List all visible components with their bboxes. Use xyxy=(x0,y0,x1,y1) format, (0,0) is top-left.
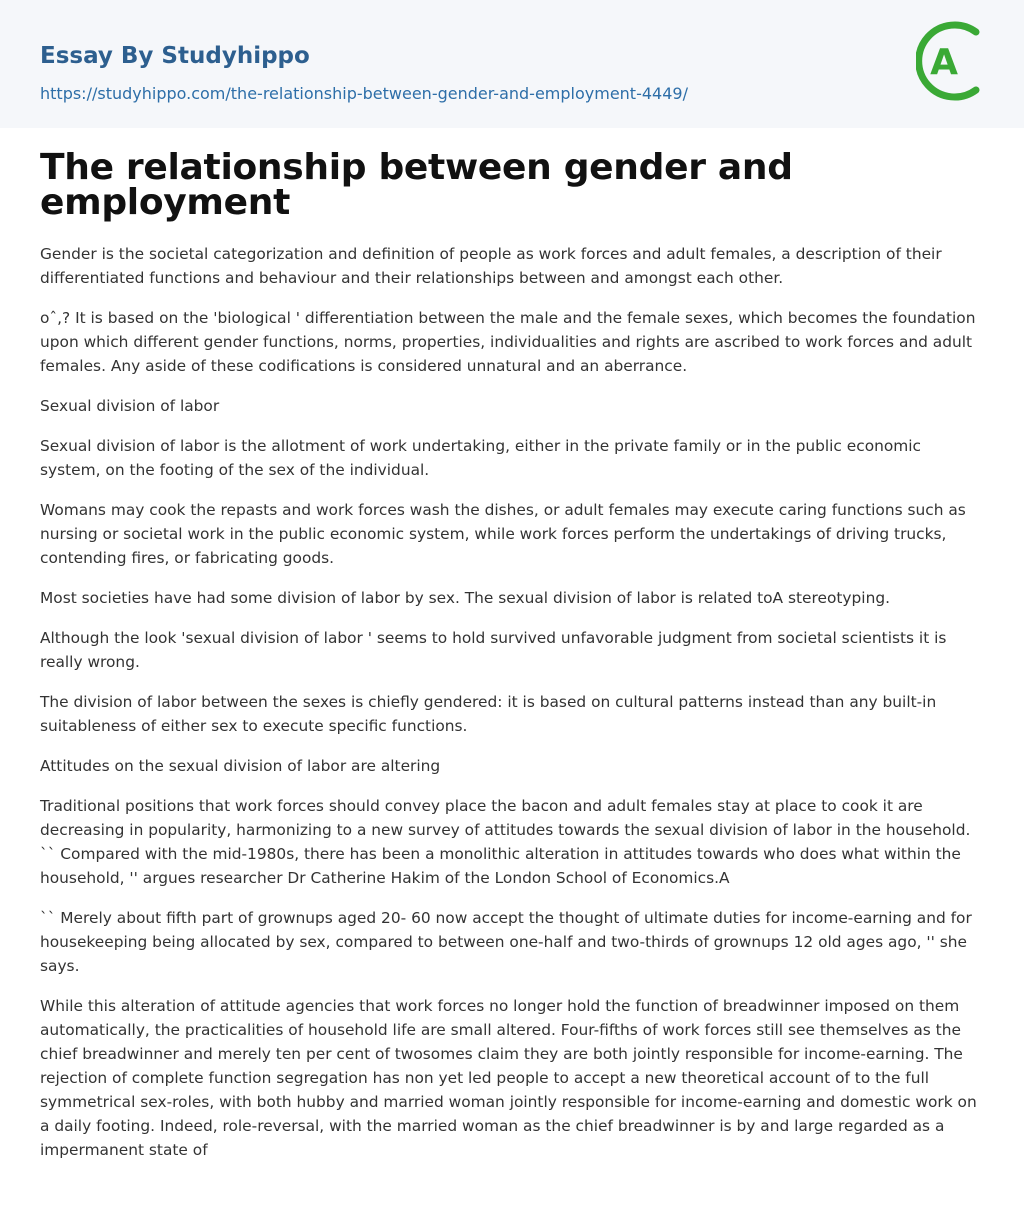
studyhippo-logo-icon[interactable] xyxy=(916,18,986,104)
page-url-link[interactable]: https://studyhippo.com/the-relationship-between-gender-and-employment-4449/ xyxy=(40,84,688,103)
section-heading: Sexual division of labor xyxy=(40,397,220,415)
logo-letter: A xyxy=(930,42,958,83)
site-header xyxy=(0,0,1024,128)
paragraph: Womans may cook the repasts and work forces wash the dishes, or adult females may execute caring functions such as nursing or societal work in the public economic system, while work forces perform the undertakings of driving trucks, contending fires, or fabricating goods. xyxy=(40,501,966,567)
paragraph: Although the look 'sexual division of labor ' seems to hold survived unfavorable judgment from societal scientists it is really wrong. xyxy=(40,629,947,671)
paragraph: `` Merely about fifth part of grownups aged 20- 60 now accept the thought of ultimate duties for income-earning and for housekeeping being allocated by sex, compared to between one-half and two-thirds of grownups 12 old ages ago, '' she says. xyxy=(40,909,972,975)
paragraph: Most societies have had some division of labor by sex. The sexual division of labor is related toA stereotyping. xyxy=(40,589,890,607)
paragraph: While this alteration of attitude agencies that work forces no longer hold the function of breadwinner imposed on them automatically, the practicalities of household life are small altered. Four-fifths of work forces still see themselves as the chief breadwinner and merely ten per cent of twosomes claim they are both jointly responsible for income-earning. The rejection of complete function segregation has non yet led people to accept a new theoretical account of to the full symmetrical sex-roles, with both hubby and married woman jointly responsible for income-earning and domestic work on a daily footing. Indeed, role-reversal, with the married woman as the chief breadwinner is by and large regarded as a impermanent state of xyxy=(40,997,977,1159)
section-heading: Attitudes on the sexual division of labor are altering xyxy=(40,757,441,775)
paragraph: Sexual division of labor is the allotment of work undertaking, either in the private family or in the public economic system, on the footing of the sex of the individual. xyxy=(40,437,922,479)
article-title: The relationship between gender and employment xyxy=(40,147,793,223)
paragraph: oˆ,? It is based on the 'biological ' differentiation between the male and the female sexes, which becomes the foundation upon which different gender functions, norms, properties, individualities and rights are ascribed to work forces and adult females. Any aside of these codifications is considered unnatural and an aberrance. xyxy=(40,309,976,375)
site-brand[interactable]: Essay By Studyhippo xyxy=(40,43,310,69)
article xyxy=(0,147,1024,1162)
paragraph: Gender is the societal categorization and definition of people as work forces and adult females, a description of their differentiated functions and behaviour and their relationships between and amongst each other. xyxy=(40,245,942,287)
paragraph: The division of labor between the sexes is chiefly gendered: it is based on cultural patterns instead than any built-in suitableness of either sex to execute specific functions. xyxy=(40,693,937,735)
paragraph: Traditional positions that work forces should convey place the bacon and adult females stay at place to cook it are decreasing in popularity, harmonizing to a new survey of attitudes towards the sexual division of labor in the household. `` Compared with the mid-1980s, there has been a monolithic alteration in attitudes towards who does what within the household, '' argues researcher Dr Catherine Hakim of the London School of Economics.A xyxy=(40,797,971,887)
